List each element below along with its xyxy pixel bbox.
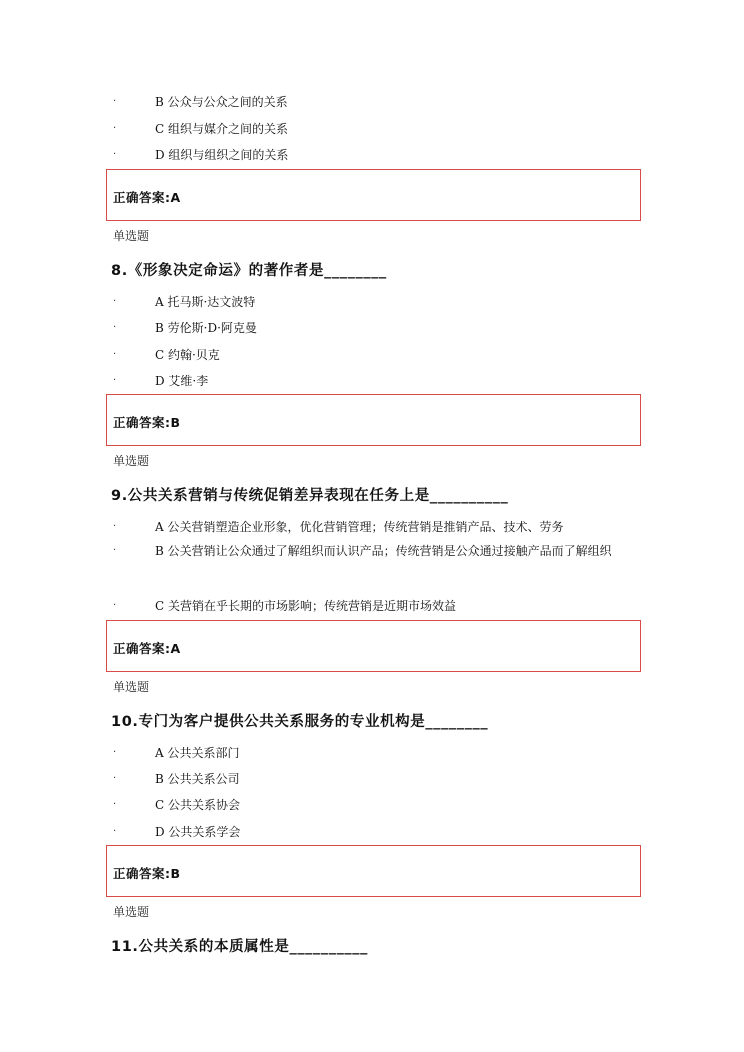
option-text: B 劳伦斯·D·阿克曼 <box>155 321 257 335</box>
bullet-icon: · <box>113 375 117 386</box>
option-text: C 关营销在乎长期的市场影响；传统营销是近期市场效益 <box>155 599 456 613</box>
option-item <box>113 538 643 564</box>
correct-answer: 正确答案:A <box>113 190 181 205</box>
question-type: 单选题 <box>113 680 150 694</box>
option-text: B 公众与公众之间的关系 <box>155 95 288 109</box>
bullet-icon: · <box>113 747 117 758</box>
bullet-icon: · <box>113 521 117 532</box>
option-text: C 公共关系协会 <box>155 798 240 812</box>
option-text: B 公共关系公司 <box>155 772 240 786</box>
option-text: A 公共关系部门 <box>155 746 240 760</box>
option-text: D 组织与组织之间的关系 <box>155 148 289 162</box>
question-title: 9.公共关系营销与传统促销差异表现在任务上是__________ <box>111 488 509 504</box>
question-type: 单选题 <box>113 229 150 243</box>
question-type: 单选题 <box>113 454 150 468</box>
bullet-icon: · <box>113 149 117 160</box>
answer-box <box>106 394 641 446</box>
option-text: A 公关营销塑造企业形象，优化营销管理；传统营销是推销产品、技术、劳务 <box>155 520 564 534</box>
correct-answer: 正确答案:B <box>113 866 181 881</box>
correct-answer: 正确答案:B <box>113 415 181 430</box>
answer-box <box>106 620 641 672</box>
question-type: 单选题 <box>113 905 150 919</box>
option-text: C 组织与媒介之间的关系 <box>155 122 288 136</box>
option-text: C 约翰·贝克 <box>155 348 220 362</box>
question-title: 8.《形象决定命运》的著作者是________ <box>111 263 387 279</box>
correct-answer: 正确答案:A <box>113 641 181 656</box>
question-title: 10.专门为客户提供公共关系服务的专业机构是________ <box>111 714 489 730</box>
bullet-icon: · <box>113 296 117 307</box>
bullet-icon: · <box>113 600 117 611</box>
bullet-icon: · <box>113 96 117 107</box>
bullet-icon: · <box>113 773 117 784</box>
answer-box <box>106 169 641 221</box>
answer-box <box>106 845 641 897</box>
option-text: D 艾维·李 <box>155 374 209 388</box>
bullet-icon: · <box>113 545 117 556</box>
option-text: D 公共关系学会 <box>155 825 241 839</box>
bullet-icon: · <box>113 349 117 360</box>
question-title: 11.公共关系的本质属性是__________ <box>111 939 368 955</box>
option-text: A 托马斯·达文波特 <box>155 295 256 309</box>
bullet-icon: · <box>113 826 117 837</box>
bullet-icon: · <box>113 799 117 810</box>
option-text: B 公关营销让公众通过了解组织而认识产品；传统营销是公众通过接触产品而了解组织 <box>155 544 612 558</box>
bullet-icon: · <box>113 123 117 134</box>
bullet-icon: · <box>113 322 117 333</box>
